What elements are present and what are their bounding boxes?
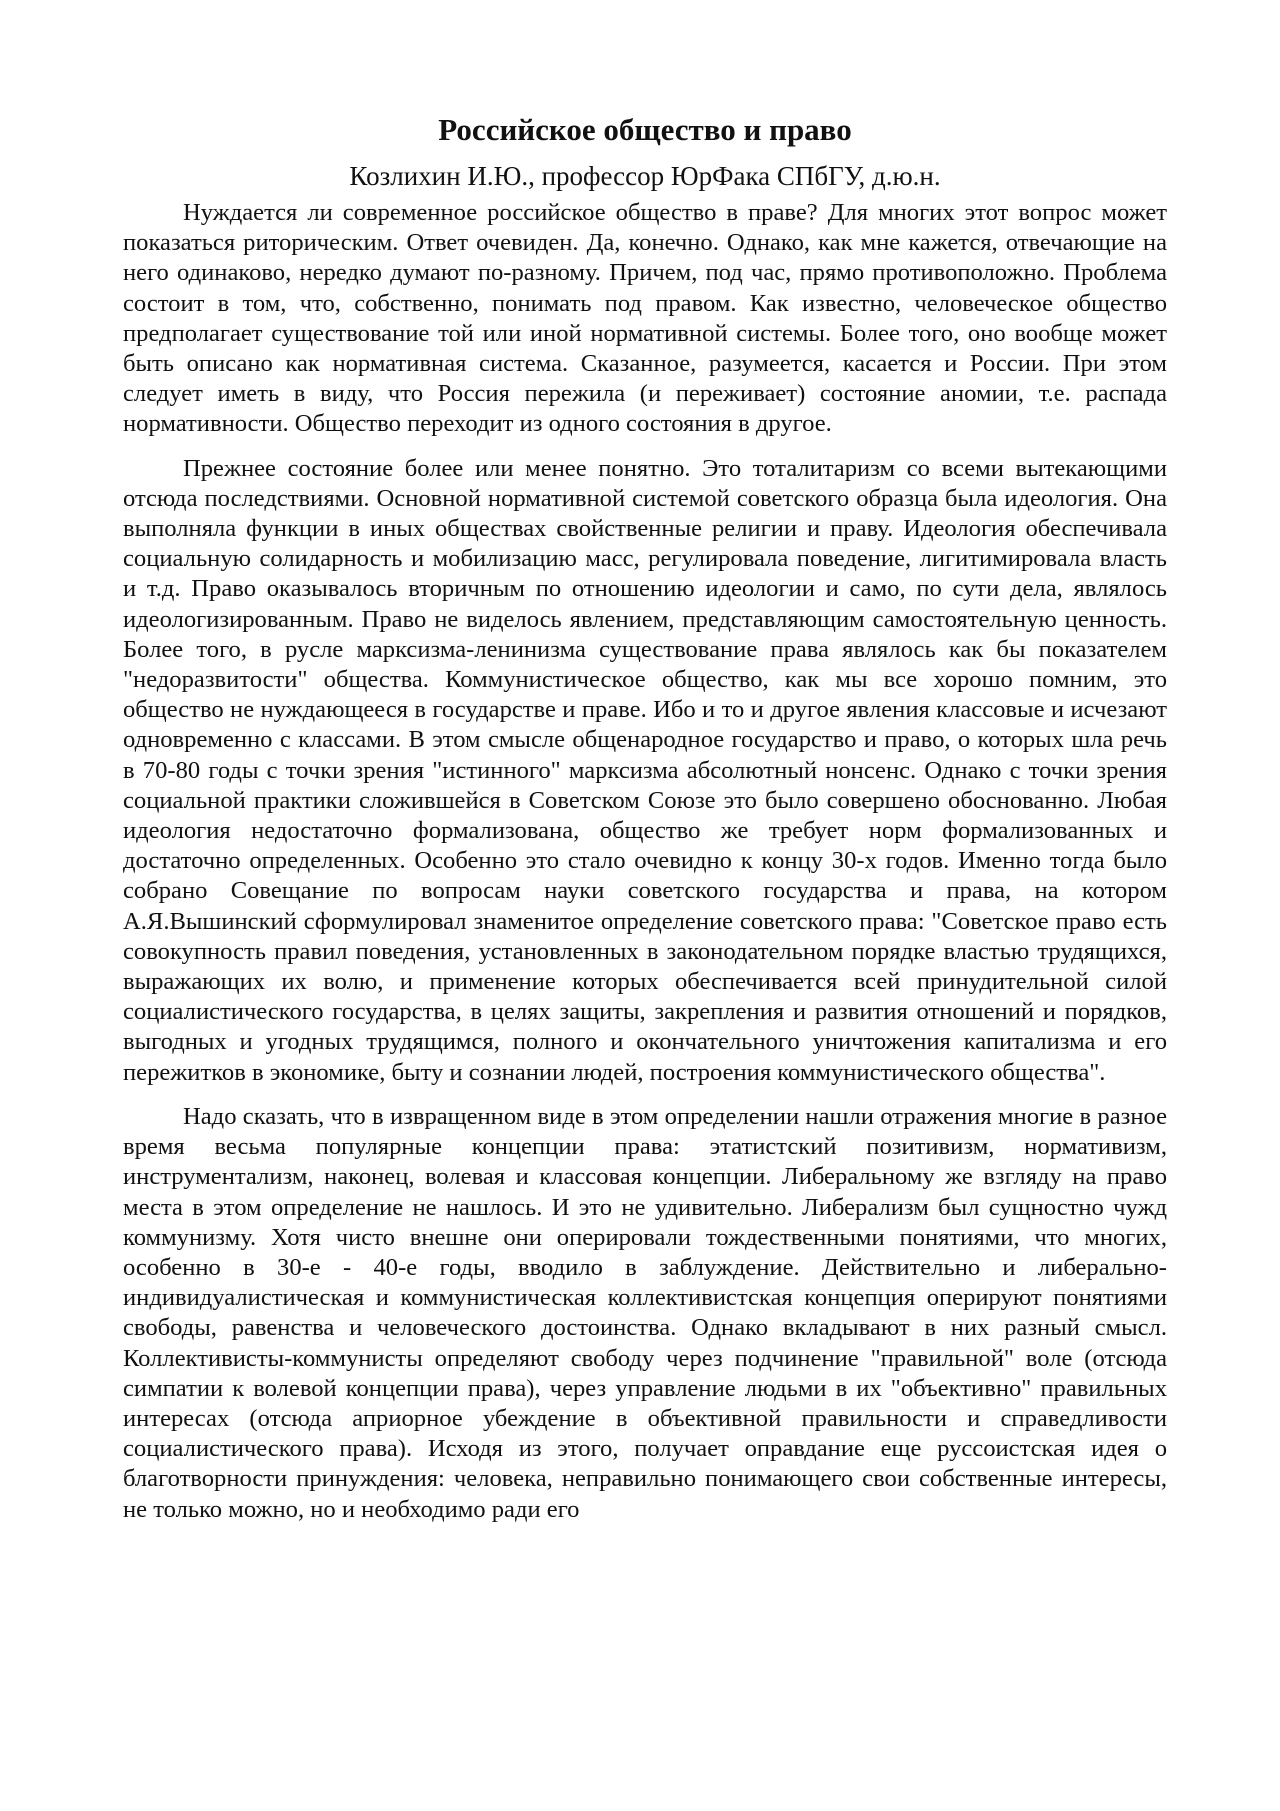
- document-author: Козлихин И.Ю., профессор ЮрФака СПбГУ, д.ю.н.: [349, 161, 941, 191]
- document-title: Российское общество и право: [438, 112, 852, 147]
- paragraph-3: Надо сказать, что в извращенном виде в этом определении нашли отражения многие в разное время весьма популярные концепции права: этатистский позитивизм, нормативизм, инструментализм, наконец, волевая и классовая концепции. Либеральному же взгляду на право места в этом определение не нашлось. И это не удивительно. Либерализм был сущностно чужд коммунизму. Хотя чисто внешне они оперировали тождественными понятиями, что многих, особенно в 30-е - 40-е годы, вводило в заблуждение. Действительно и либерально-индивидуалистическая и коммунистическая коллективистская концепция оперируют понятиями свободы, равенства и человеческого достоинства. Однако вкладывают в них разный смысл. Коллективисты-коммунисты определяют свободу через подчинение "правильной" воле (отсюда симпатии к волевой концепции права), через управление людьми в их "объективно" правильных интересах (отсюда априорное убеждение в объективной правильности и справедливости социалистического права). Исходя из этого, получает оправдание еще руссоистская идея о благотворности принуждения: человека, неправильно понимающего свои собственные интересы, не только можно, но и необходимо ради его: [123, 1102, 1167, 1523]
- paragraph-1: Нуждается ли современное российское общество в праве? Для многих этот вопрос может показаться риторическим. Ответ очевиден. Да, конечно. Однако, как мне кажется, отвечающие на него одинаково, нередко думают по-разному. Причем, под час, прямо противоположно. Проблема состоит в том, что, собственно, понимать под правом. Как известно, человеческое общество предполагает существование той или иной нормативной системы. Более того, оно вообще может быть описано как нормативная система. Сказанное, разумеется, касается и России. При этом следует иметь в виду, что Россия пережила (и переживает) состояние аномии, т.е. распада нормативности. Общество переходит из одного состояния в другое.: [123, 199, 1167, 438]
- paragraph-2: Прежнее состояние более или менее понятно. Это тоталитаризм со всеми вытекающими отсюда последствиями. Основной нормативной системой советского образца была идеология. Она выполняла функции в иных обществах свойственные религии и праву. Идеология обеспечивала социальную солидарность и мобилизацию масс, регулировала поведение, лигитимировала власть и т.д. Право оказывалось вторичным по отношению идеологии и само, по сути дела, являлось идеологизированным. Право не виделось явлением, представляющим самостоятельную ценность. Более того, в русле марксизма-ленинизма существование права являлось как бы показателем "недоразвитости" общества. Коммунистическое общество, как мы все хорошо помним, это общество не нуждающееся в государстве и праве. Ибо и то и другое явления классовые и исчезают одновременно с классами. В этом смысле общенародное государство и право, о которых шла речь в 70-80 годы с точки зрения "истинного" марксизма абсолютный нонсенс. Однако с точки зрения социальной практики сложившейся в Советском Союзе это было совершено обоснованно. Любая идеология недостаточно формализована, общество же требует норм формализованных и достаточно определенных. Особенно это стало очевидно к концу 30-х годов. Именно тогда было собрано Совещание по вопросам науки советского государства и права, на котором А.Я.Вышинский сформулировал знаменитое определение советского права: "Советское право есть совокупность правил поведения, установленных в законодательном порядке властью трудящихся, выражающих их волю, и применение которых обеспечивается всей принудительной силой социалистического государства, в целях защиты, закрепления и развития отношений и порядков, выгодных и угодных трудящимся, полного и окончательного уничтожения капитализма и его пережитков в экономике, быту и сознании людей, построения коммунистического общества".: [123, 454, 1167, 1086]
- document-page: [123, 110, 1167, 1539]
